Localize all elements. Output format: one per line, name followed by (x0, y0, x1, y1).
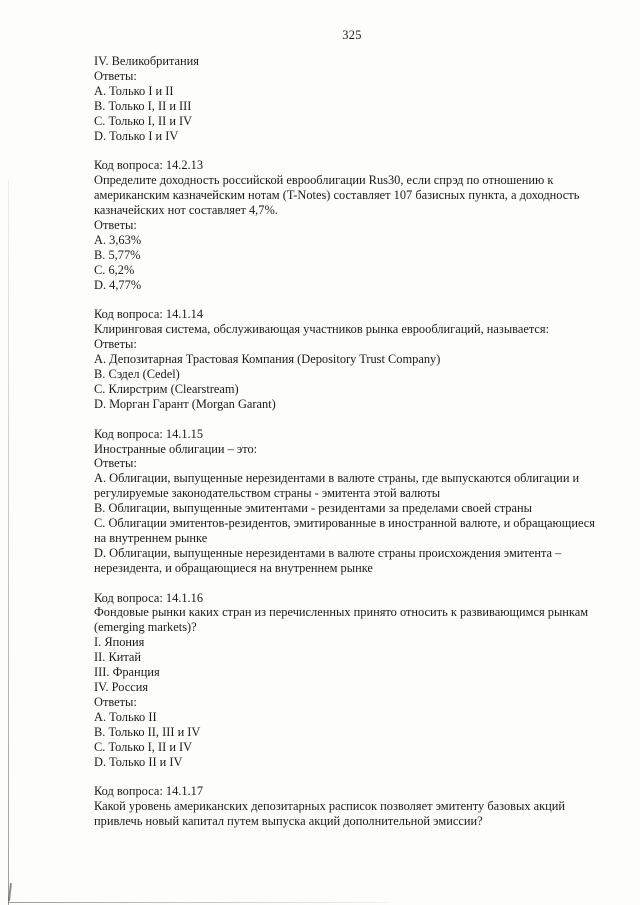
text-line: D. Только II и IV (94, 754, 183, 769)
text-line: I. Япония (94, 635, 145, 650)
text-line: C. Только I, II и IV (94, 113, 193, 128)
text-line: C. Облигации эмитентов-резидентов, эмитированные в иностранной валюте, и обращающиеся (94, 516, 595, 531)
scan-corner-mark-artifact (8, 883, 12, 901)
text-line: на внутреннем рынке (94, 530, 208, 545)
text-line: C. Клирстрим (Clearstream) (94, 381, 239, 396)
text-line: Ответы: (94, 456, 137, 471)
text-line: Код вопроса: 14.1.15 (94, 426, 204, 441)
text-line: A. Облигации, выпущенные нерезидентами в валюте страны, где выпускаются облигации и (94, 471, 580, 486)
text-line: Иностранные облигации – это: (94, 441, 258, 456)
text-line: IV. Россия (94, 680, 149, 694)
text-line: Фондовые рынки каких стран из перечисленных принято относить к развивающимся рынкам (94, 605, 589, 620)
question-block-14-1-16 (94, 591, 616, 770)
text-line: привлечь новый капитал путем выпуска акций дополнительной эмиссии? (94, 814, 483, 829)
text-line: A. Только II (94, 709, 157, 724)
text-line: регулируемые законодательством страны - эмитента этой валюты (94, 486, 441, 501)
text-line: II. Китай (94, 650, 142, 665)
text-line: Определите доходность российской еврооблигации Rus30, если спрэд по отношению к (94, 173, 554, 188)
text-line: D. 4,77% (94, 277, 142, 292)
text-line: Код вопроса: 14.1.14 (94, 307, 204, 322)
scan-edge-bottom-artifact (8, 902, 388, 903)
question-block-14-1-14 (94, 307, 616, 411)
question-block-14-1-15 (94, 427, 616, 576)
text-line: D. Облигации, выпущенные нерезидентами в валюте страны происхождения эмитента – (94, 545, 562, 560)
question-block-14-2-13 (94, 158, 616, 292)
text-line: B. Сэдел (Cedel) (94, 367, 180, 381)
text-line: C. 6,2% (94, 262, 135, 277)
question-block-14-1-17 (94, 784, 616, 829)
document-text (94, 54, 616, 844)
text-line: A. 3,63% (94, 232, 142, 247)
text-line: D. Морган Гарант (Morgan Garant) (94, 396, 276, 411)
page-number: 325 (342, 28, 362, 42)
question-block-continuation (94, 54, 616, 143)
text-line: Ответы: (94, 694, 137, 709)
text-line: нерезидента, и обращающиеся на внутреннем рынке (94, 560, 373, 575)
text-line: (emerging markets)? (94, 620, 197, 635)
text-line: Код вопроса: 14.2.13 (94, 158, 204, 173)
text-line: B. Облигации, выпущенные эмитентами - резидентами за пределами своей страны (94, 501, 532, 516)
text-line: A. Только I и II (94, 83, 174, 98)
text-line: B. Только I, II и III (94, 98, 192, 113)
text-line: D. Только I и IV (94, 128, 179, 143)
text-line: A. Депозитарная Трастовая Компания (Depository Trust Company) (94, 352, 441, 367)
text-line: C. Только I, II и IV (94, 739, 193, 754)
text-line: B. Только II, III и IV (94, 724, 201, 739)
text-line: казначейских нот составляет 4,7%. (94, 203, 278, 218)
text-line: Ответы: (94, 337, 137, 352)
text-line: B. 5,77% (94, 247, 141, 262)
text-line: Ответы: (94, 68, 137, 83)
text-line: IV. Великобритания (94, 54, 199, 68)
text-line: американским казначейским нотам (T-Notes) составляет 107 базисных пункта, а доходность (94, 188, 580, 203)
text-line: Ответы: (94, 217, 137, 232)
scan-edge-left-artifact (8, 180, 9, 905)
text-line: Код вопроса: 14.1.17 (94, 784, 204, 799)
text-line: III. Франция (94, 665, 160, 680)
text-line: Клиринговая система, обслуживающая участников рынка еврооблигаций, называется: (94, 322, 550, 337)
text-line: Код вопроса: 14.1.16 (94, 590, 204, 605)
text-line: Какой уровень американских депозитарных расписок позволяет эмитенту базовых акций (94, 799, 566, 814)
